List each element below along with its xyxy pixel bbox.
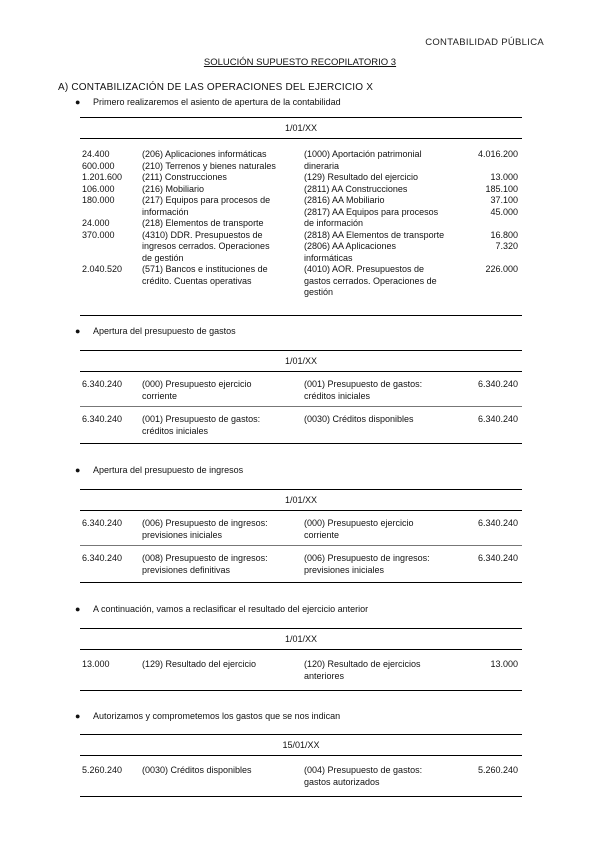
- credit-account: (006) Presupuesto de ingresos: previsiones iniciales: [304, 553, 430, 575]
- credit-amount: 6.340.240: [477, 553, 518, 563]
- bullet-text: Autorizamos y comprometemos los gastos que se nos indican: [93, 711, 341, 721]
- section-heading: A) CONTABILIZACIÓN DE LAS OPERACIONES DEL EJERCICIO X: [58, 82, 374, 93]
- credit-amount: 6.340.240: [477, 379, 518, 389]
- debit-amount: 6.340.240: [82, 414, 123, 424]
- credit-account: (120) Resultado de ejercicios anteriores: [304, 659, 421, 681]
- journal-table-opening: [80, 117, 522, 316]
- bullet-item: [75, 326, 236, 336]
- bullet-text: Apertura del presupuesto de gastos: [93, 326, 236, 336]
- debit-account: (006) Presupuesto de ingresos: previsiones iniciales: [142, 518, 268, 540]
- credit-account: (001) Presupuesto de gastos: créditos iniciales: [304, 379, 423, 401]
- debit-account: (008) Presupuesto de ingresos: previsiones definitivas: [142, 553, 268, 575]
- journal-table-reclasificacion: [80, 628, 522, 691]
- journal-entry: [80, 756, 522, 797]
- credit-account: (0030) Créditos disponibles: [304, 414, 414, 424]
- debit-amounts: 24.400 600.000 1.201.600 106.000 180.000 24.000 370.000 2.040.520: [82, 149, 123, 274]
- journal-table-gastos: [80, 350, 522, 444]
- credit-amount: 6.340.240: [477, 518, 518, 528]
- journal-entry: [80, 407, 522, 444]
- page-header: CONTABILIDAD PÚBLICA: [425, 37, 544, 48]
- bullet-text: Apertura del presupuesto de ingresos: [93, 465, 244, 475]
- debit-amount: 6.340.240: [82, 518, 123, 528]
- journal-date: 1/01/XX: [80, 489, 522, 511]
- journal-date: 1/01/XX: [80, 628, 522, 650]
- bullet-text: Primero realizaremos el asiento de apertura de la contabilidad: [93, 97, 341, 107]
- journal-table-autorizacion: [80, 734, 522, 797]
- journal-entry: [80, 650, 522, 691]
- credit-account: (000) Presupuesto ejercicio corriente: [304, 518, 414, 540]
- credit-amount: 6.340.240: [477, 414, 518, 424]
- bullet-item: [75, 604, 368, 614]
- journal-date: 15/01/XX: [80, 734, 522, 756]
- debit-accounts: (206) Aplicaciones informáticas (210) Terrenos y bienes naturales (211) Construcciones (216) Mobiliario (217) Equipos para procesos de información (218) Elementos de transporte (4310) DDR. Presupuestos de ingresos cerrados. Operaciones de gestión (571) Bancos e instituciones de crédito. Cuentas operativas: [142, 149, 276, 286]
- debit-amount: 5.260.240: [82, 765, 123, 775]
- debit-amount: 13.000: [82, 659, 110, 669]
- bullet-item: [75, 97, 341, 107]
- bullet-icon: ●: [75, 465, 81, 475]
- journal-date: 1/01/XX: [80, 350, 522, 372]
- bullet-icon: ●: [75, 604, 81, 614]
- debit-amount: 6.340.240: [82, 379, 123, 389]
- page-title: SOLUCIÓN SUPUESTO RECOPILATORIO 3: [203, 57, 397, 68]
- debit-amount: 6.340.240: [82, 553, 123, 563]
- debit-account: (000) Presupuesto ejercicio corriente: [142, 379, 252, 401]
- credit-amounts: 4.016.200 13.000 185.100 37.100 45.000 16.800 7.320 226.000: [477, 149, 518, 274]
- journal-table-ingresos: [80, 489, 522, 583]
- bullet-item: [75, 465, 243, 475]
- journal-entry: [80, 372, 522, 407]
- journal-entry: [80, 511, 522, 546]
- bullet-icon: ●: [75, 326, 81, 336]
- debit-account: (0030) Créditos disponibles: [142, 765, 252, 775]
- credit-account: (004) Presupuesto de gastos: gastos autorizados: [304, 765, 423, 787]
- credit-accounts: (1000) Aportación patrimonial dineraria (129) Resultado del ejercicio (2811) AA Construcciones (2816) AA Mobiliario (2817) AA Equipos para procesos de información (2818) AA Elementos de transporte (2806) AA Aplicaciones informáticas (4010) AOR. Presupuestos de gastos cerrados. Operaciones de gestión: [304, 149, 445, 297]
- journal-entry: [80, 139, 522, 316]
- journal-entry: [80, 546, 522, 583]
- bullet-icon: ●: [75, 711, 81, 721]
- bullet-item: [75, 711, 340, 721]
- journal-date: 1/01/XX: [80, 117, 522, 139]
- bullet-text: A continuación, vamos a reclasificar el resultado del ejercicio anterior: [93, 604, 369, 614]
- credit-amount: 5.260.240: [477, 765, 518, 775]
- debit-account: (001) Presupuesto de gastos: créditos iniciales: [142, 414, 261, 436]
- bullet-icon: ●: [75, 97, 81, 107]
- credit-amount: 13.000: [490, 659, 518, 669]
- debit-account: (129) Resultado del ejercicio: [142, 659, 257, 669]
